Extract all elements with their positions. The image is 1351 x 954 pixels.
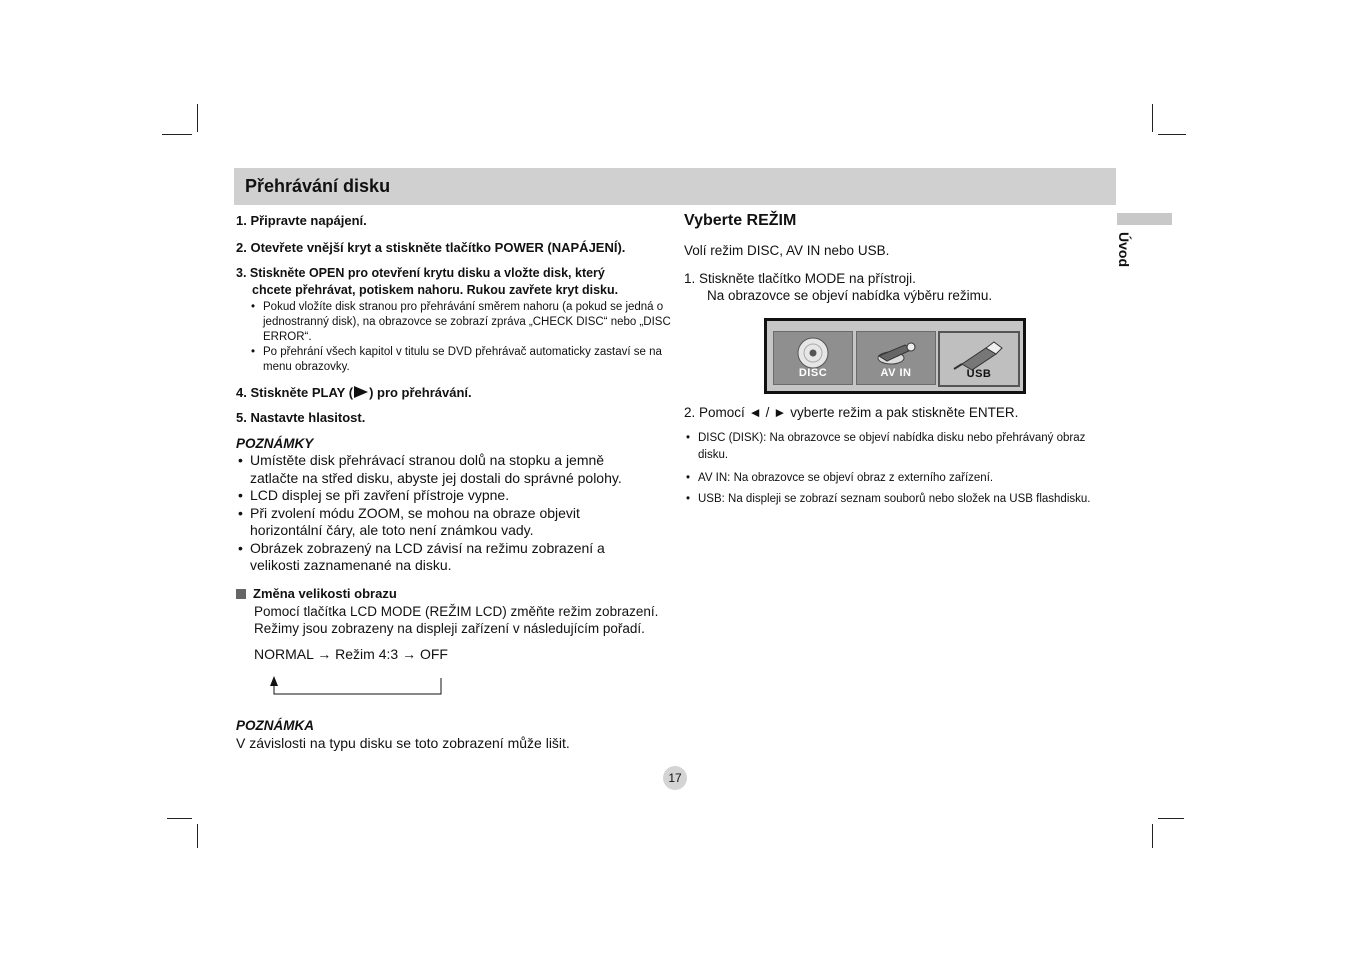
mode-menu-image xyxy=(764,318,1026,394)
menu-item-usb xyxy=(938,331,1020,387)
menu-item-label: DISC xyxy=(798,367,828,379)
note-item: • Obrázek zobrazený na LCD závisí na režimu zobrazení a velikosti zaznamenané na disku. xyxy=(236,540,645,575)
mode-bullet: • USB: Na displeji se zobrazí seznam souborů nebo složek na USB flashdisku. xyxy=(684,492,1098,508)
step-2: 2. Pomocí ◄ / ► vyberte režim a pak stiskněte ENTER. xyxy=(684,405,1019,420)
resize-heading-text: Změna velikosti obrazu xyxy=(253,585,397,601)
mode-bullet: • DISC (DISK): Na obrazovce se objeví nabídka disku nebo přehrávaný obraz disku. xyxy=(684,430,1118,464)
step-1: 1. Stiskněte tlačítko MODE na přístroji. xyxy=(684,271,916,286)
note-block xyxy=(236,717,676,752)
resize-heading xyxy=(236,585,671,602)
step-1: 1. Připravte napájení. xyxy=(236,213,367,228)
side-tab-label: Úvod xyxy=(1116,232,1132,267)
resize-text: Pomocí tlačítka LCD MODE (REŽIM LCD) změňte režim zobrazení. xyxy=(254,603,659,619)
crop-mark xyxy=(1152,104,1153,132)
note-item: • LCD displej se při zavření přístroje vypne. xyxy=(236,487,671,505)
menu-item-av-in xyxy=(856,331,936,385)
crop-mark xyxy=(162,134,192,135)
page-number: 17 xyxy=(663,766,687,790)
notes-heading: POZNÁMKY xyxy=(236,436,314,451)
step-3-line-1: 3. Stiskněte OPEN pro otevření krytu disku a vložte disk, který xyxy=(236,266,605,280)
crop-mark xyxy=(197,104,198,132)
step-3-bullet: • Po přehrání všech kapitol v titulu se DVD přehrávač automaticky zastaví se na menu obrazovky. xyxy=(249,345,673,375)
step-5: 5. Nastavte hlasitost. xyxy=(236,410,366,425)
crop-mark xyxy=(1158,818,1184,819)
note-heading: POZNÁMKA xyxy=(236,718,314,733)
square-bullet-icon xyxy=(236,589,246,599)
loop-arrow xyxy=(266,674,446,698)
step-2: 2. Otevřete vnější kryt a stiskněte tlačítko POWER (NAPÁJENÍ). xyxy=(236,240,626,255)
page-title: Přehrávání disku xyxy=(245,176,391,196)
step-4-text: 4. Stiskněte PLAY ( xyxy=(236,385,354,400)
title-bar xyxy=(234,168,1116,205)
menu-item-disc xyxy=(773,331,853,385)
play-icon xyxy=(354,386,368,398)
mode-bullet: • AV IN: Na obrazovce se objeví obraz z externího zařízení. xyxy=(684,470,1114,487)
resize-text: Režimy jsou zobrazeny na displeji zařízení v následujícím pořadí. xyxy=(254,620,645,636)
step-3-line-2: chcete přehrávat, potiskem nahoru. Rukou zavřete kryt disku. xyxy=(252,283,619,297)
disc-icon xyxy=(774,336,852,370)
menu-item-label: AV IN xyxy=(880,367,912,379)
right-column-lower xyxy=(684,404,1114,508)
note-item: • Při zvolení módu ZOOM, se mohou na obraze objevit horizontální čáry, ale toto není známkou vady. xyxy=(236,505,630,540)
menu-item-label: USB xyxy=(966,368,992,380)
intro-text: Volí režim DISC, AV IN nebo USB. xyxy=(684,243,890,258)
step-4 xyxy=(236,384,671,401)
section-heading: Vyberte REŽIM xyxy=(684,212,797,229)
mode-sequence: NORMAL → Režim 4:3 → OFF xyxy=(254,645,448,662)
crop-mark xyxy=(167,818,192,819)
crop-mark xyxy=(1152,824,1153,848)
av-cable-icon xyxy=(857,336,935,370)
crop-mark xyxy=(197,824,198,848)
mode-menu-panel xyxy=(767,321,1023,391)
step-4-text-end: ) pro přehrávání. xyxy=(369,385,472,400)
usb-icon xyxy=(940,337,1018,371)
step-3-bullet: • Pokud vložíte disk stranou pro přehrávání směrem nahoru (a pokud se jedná o jednostranný disk), na obrazovce se zobrazí zpráva „CHECK DISC“ nebo „DISC ERROR“. xyxy=(249,300,673,345)
step-1-detail: Na obrazovce se objeví nabídka výběru režimu. xyxy=(707,288,993,303)
note-item: • Umístěte disk přehrávací stranou dolů na stopku a jemně zatlačte na střed disku, abyste jej dostali do správné polohy. xyxy=(236,452,655,487)
side-tab xyxy=(1117,213,1172,225)
right-column xyxy=(684,212,1114,304)
crop-mark xyxy=(1158,134,1186,135)
left-column xyxy=(236,212,671,663)
note-text: V závislosti na typu disku se toto zobrazení může lišit. xyxy=(236,735,570,751)
